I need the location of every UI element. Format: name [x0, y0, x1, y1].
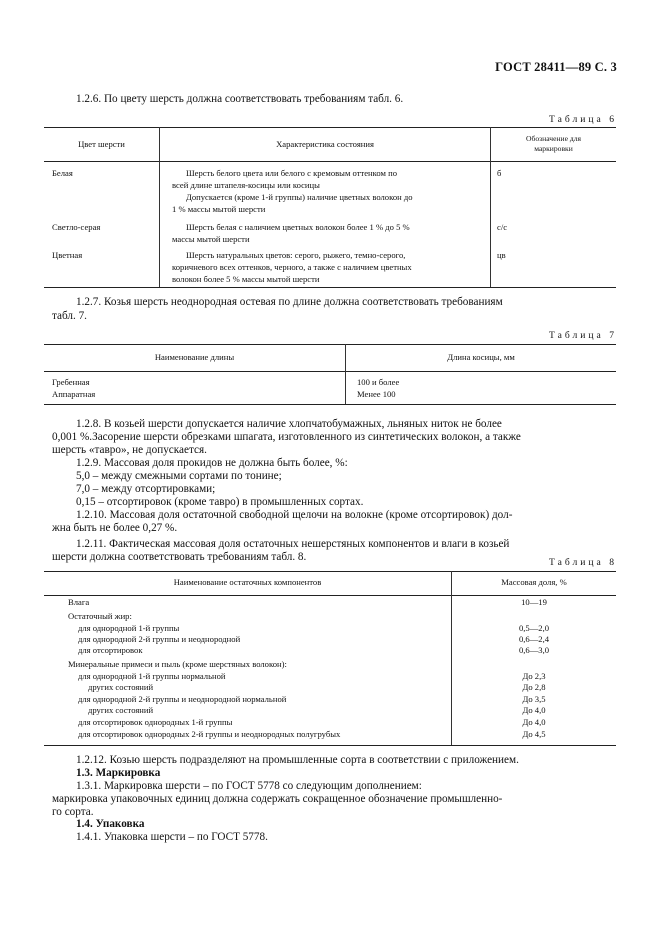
t8-row-min-5: для отсортировок однородных 1-й группы — [78, 717, 233, 727]
t8-row-fat-3-value: 0,6—3,0 — [518, 645, 550, 655]
para-1-2-8-line2: 0,001 %.Засорение шерсти обрезками шпагата, изготовленного из синтетических волокон, а также — [52, 431, 521, 443]
t8-row-min-6-value: До 4,5 — [522, 729, 546, 739]
t8-row-min-2: других состояний — [88, 682, 154, 692]
para-1-2-11-line2: шерсти должна соответствовать требованиям табл. 8. — [52, 551, 307, 563]
t6-row1-line2: всей длине штапеля-косицы или косицы — [172, 180, 320, 190]
t6-row3-mark: цв — [497, 250, 506, 260]
para-1-2-9-line1: 1.2.9. Массовая доля прокидов не должна быть более, %: — [76, 457, 348, 469]
t8-row-fat-2: для однородной 2-й группы и неоднородной — [78, 634, 241, 644]
t8-row-moisture: Влага — [68, 597, 90, 607]
t8-row-min-4-value: До 4,0 — [522, 705, 546, 715]
para-1-4-1: 1.4.1. Упаковка шерсти – по ГОСТ 5778. — [76, 831, 268, 843]
t7-row1-name: Гребенная — [52, 377, 90, 387]
t8-row-fat-title: Остаточный жир: — [68, 611, 132, 621]
t6-row3-color: Цветная — [52, 250, 83, 260]
para-1-2-7-line2: табл. 7. — [52, 310, 87, 322]
para-1-2-10-line1: 1.2.10. Массовая доля остаточной свободной щелочи на волокне (кроме отсортировок) дол- — [76, 509, 513, 521]
table7-caption: Таблица 7 — [548, 330, 617, 341]
t7-row2-value: Менее 100 — [357, 389, 396, 399]
table6-caption: Таблица 6 — [548, 114, 617, 125]
t8-row-min-5-value: До 4,0 — [522, 717, 546, 727]
t6-col-mark-2: маркировки — [534, 144, 573, 153]
para-1-2-6: 1.2.6. По цвету шерсть должна соответствовать требованиям табл. 6. — [76, 93, 404, 105]
t8-row-min-1: для однородной 1-й группы нормальной — [78, 671, 226, 681]
para-1-3-1-line3: го сорта. — [52, 806, 94, 818]
heading-1-3: 1.3. Маркировка — [76, 767, 161, 779]
t7-col-length: Длина косицы, мм — [447, 352, 515, 362]
t6-row2-color: Светло-серая — [52, 222, 101, 232]
t6-row1-mark: б — [497, 168, 502, 178]
t8-row-min-4: других состояний — [88, 705, 154, 715]
heading-1-4: 1.4. Упаковка — [76, 818, 145, 830]
t6-col-mark-1: Обозначение для — [525, 134, 581, 143]
para-1-2-9-line3: 7,0 – между отсортировками; — [76, 483, 216, 495]
t6-row1-line3: Допускается (кроме 1-й группы) наличие цветных волокон до — [186, 192, 413, 202]
t8-col-name: Наименование остаточных компонентов — [173, 577, 322, 587]
para-1-3-1-line1: 1.3.1. Маркировка шерсти – по ГОСТ 5778 со следующим дополнением: — [76, 780, 422, 792]
t6-row1-color: Белая — [52, 168, 73, 178]
t6-row2-mark: с/с — [497, 222, 508, 232]
t8-row-fat-1-value: 0,5—2,0 — [518, 623, 550, 633]
t8-row-fat-2-value: 0,6—2,4 — [518, 634, 550, 644]
para-1-2-8-line1: 1.2.8. В козьей шерсти допускается наличие хлопчатобумажных, льняных ниток не более — [76, 418, 502, 430]
page-header: ГОСТ 28411—89 С. 3 — [495, 60, 617, 74]
t6-row2-line1: Шерсть белая с наличием цветных волокон более 1 % до 5 % — [186, 222, 410, 232]
t8-row-min-2-value: До 2,8 — [522, 682, 546, 692]
para-1-2-9-line2: 5,0 – между смежными сортами по тонине; — [76, 470, 282, 482]
t6-row3-line3: волокон более 5 % массы мытой шерсти — [172, 274, 320, 284]
para-1-2-7-line1: 1.2.7. Козья шерсть неоднородная остевая по длине должна соответствовать требованиям — [76, 296, 503, 308]
t8-row-min-3: для однородной 2-й группы и неоднородной нормальной — [78, 694, 287, 704]
t7-col-name: Наименование длины — [154, 352, 235, 362]
t7-row1-value: 100 и более — [357, 377, 400, 387]
t8-col-share: Массовая доля, % — [501, 577, 567, 587]
para-1-2-8-line3: шерсть «тавро», не допускается. — [52, 444, 207, 456]
para-1-2-12: 1.2.12. Козью шерсть подразделяют на промышленные сорта в соответствии с приложением. — [76, 754, 519, 766]
para-1-2-9-line4: 0,15 – отсортировок (кроме тавро) в промышленных сортах. — [76, 496, 364, 508]
t7-row2-name: Аппаратная — [52, 389, 96, 399]
t6-row1-line1: Шерсть белого цвета или белого с кремовым оттенком по — [186, 168, 397, 178]
t6-col-color: Цвет шерсти — [78, 139, 125, 149]
table8-caption: Таблица 8 — [548, 557, 617, 568]
t8-row-fat-3: для отсортировок — [78, 645, 143, 655]
t8-row-mineral-title: Минеральные примеси и пыль (кроме шерстяных волокон): — [68, 659, 287, 669]
t8-row-moisture-value: 10—19 — [521, 597, 547, 607]
t6-col-characteristic: Характеристика состояния — [276, 139, 374, 149]
t6-row3-line2: коричневого всех оттенков, черного, а также с наличием цветных — [172, 262, 412, 272]
para-1-2-10-line2: жна быть не более 0,27 %. — [52, 522, 178, 534]
para-1-2-11-line1: 1.2.11. Фактическая массовая доля остаточных нешерстяных компонентов и влаги в козьей — [76, 538, 510, 550]
t8-row-min-3-value: До 3,5 — [522, 694, 546, 704]
t6-row1-line4: 1 % массы мытой шерсти — [172, 204, 266, 214]
para-1-3-1-line2: маркировка упаковочных единиц должна содержать сокращенное обозначение промышленно- — [52, 793, 503, 805]
t6-row2-line2: массы мытой шерсти — [172, 234, 250, 244]
t6-row3-line1: Шерсть натуральных цветов: серого, рыжего, темно-серого, — [186, 250, 406, 260]
t8-row-min-6: для отсортировок однородных 2-й группы и неоднородных полугрубых — [78, 729, 341, 739]
t8-row-fat-1: для однородной 1-й группы — [78, 623, 180, 633]
t8-row-min-1-value: До 2,3 — [522, 671, 546, 681]
